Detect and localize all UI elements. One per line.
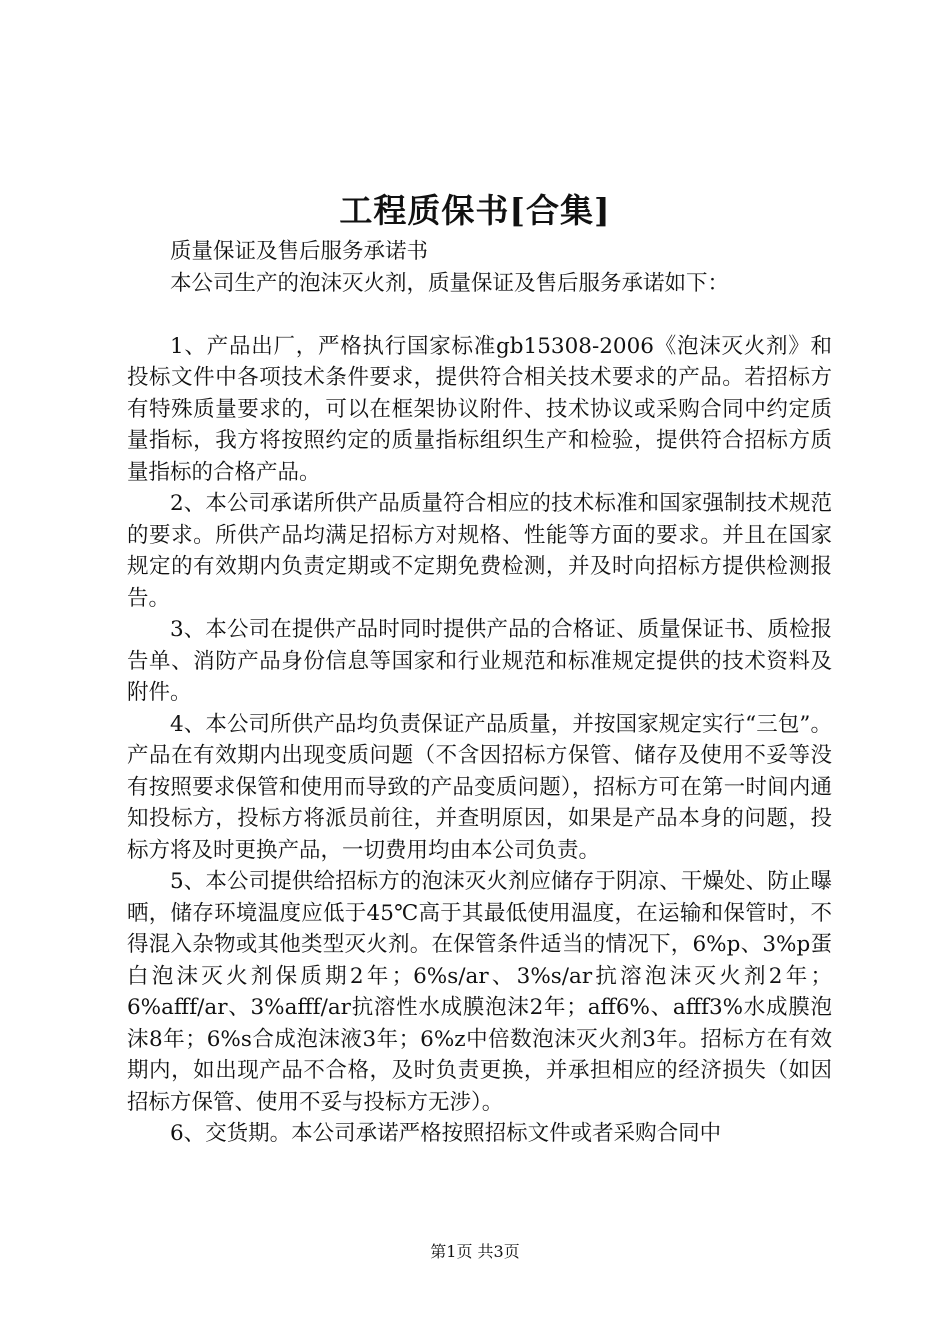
document-title: 工程质保书[合集] [339,191,611,230]
page-footer: 第1页 共3页 [430,1242,520,1261]
clause-5: 5、本公司提供给招标方的泡沫灭火剂应储存于阴凉、干燥处、防止曝晒，储存环境温度应低于45℃高于其最低使用温度，在运输和保管时，不得混入杂物或其他类型灭火剂。在保管条件适当的情况下，6%p、3%p蛋白泡沫灭火剂保质期2年；6%s/ar、3%s/ar抗溶泡沫灭火剂2年；6%afff/ar、3%afff/ar抗溶性水成膜泡沫2年；aff6%、afff3%水成膜泡沫8年；6%s合成泡沫液3年；6%z中倍数泡沫灭火剂3年。招标方在有效期内，如出现产品不合格，及时负责更换，并承担相应的经济损失（如因招标方保管、使用不妥与投标方无涉）。 [127,869,832,1115]
document-body [127,236,832,1150]
document-subtitle: 质量保证及售后服务承诺书 [170,239,429,264]
clause-2: 2、本公司承诺所供产品质量符合相应的技术标准和国家强制技术规范的要求。所供产品均满足招标方对规格、性能等方面的要求。并且在国家规定的有效期内负责定期或不定期免费检测，并及时向招标方提供检测报告。 [127,491,832,611]
intro-paragraph: 本公司生产的泡沫灭火剂，质量保证及售后服务承诺如下： [170,270,730,296]
paragraph-gap [127,299,832,331]
clause-6: 6、交货期。本公司承诺严格按照招标文件或者采购合同中 [170,1121,722,1146]
clause-1: 1、产品出厂，严格执行国家标准gb15308-2006《泡沫灭火剂》和投标文件中各项技术条件要求，提供符合相关技术要求的产品。若招标方有特殊质量要求的，可以在框架协议附件、技术协议或采购合同中约定质量指标，我方将按照约定的质量指标组织生产和检验，提供符合招标方质量指标的合格产品。 [127,333,832,485]
clause-4: 4、本公司所供产品均负责保证产品质量，并按国家规定实行“三包”。产品在有效期内出现变质问题（不含因招标方保管、储存及使用不妥等没有按照要求保管和使用而导致的产品变质问题），招标方可在第一时间内通知投标方，投标方将派员前往，并查明原因，如果是产品本身的问题，投标方将及时更换产品，一切费用均由本公司负责。 [127,711,832,863]
clause-3: 3、本公司在提供产品时同时提供产品的合格证、质量保证书、质检报告单、消防产品身份信息等国家和行业规范和标准规定提供的技术资料及附件。 [127,617,832,705]
